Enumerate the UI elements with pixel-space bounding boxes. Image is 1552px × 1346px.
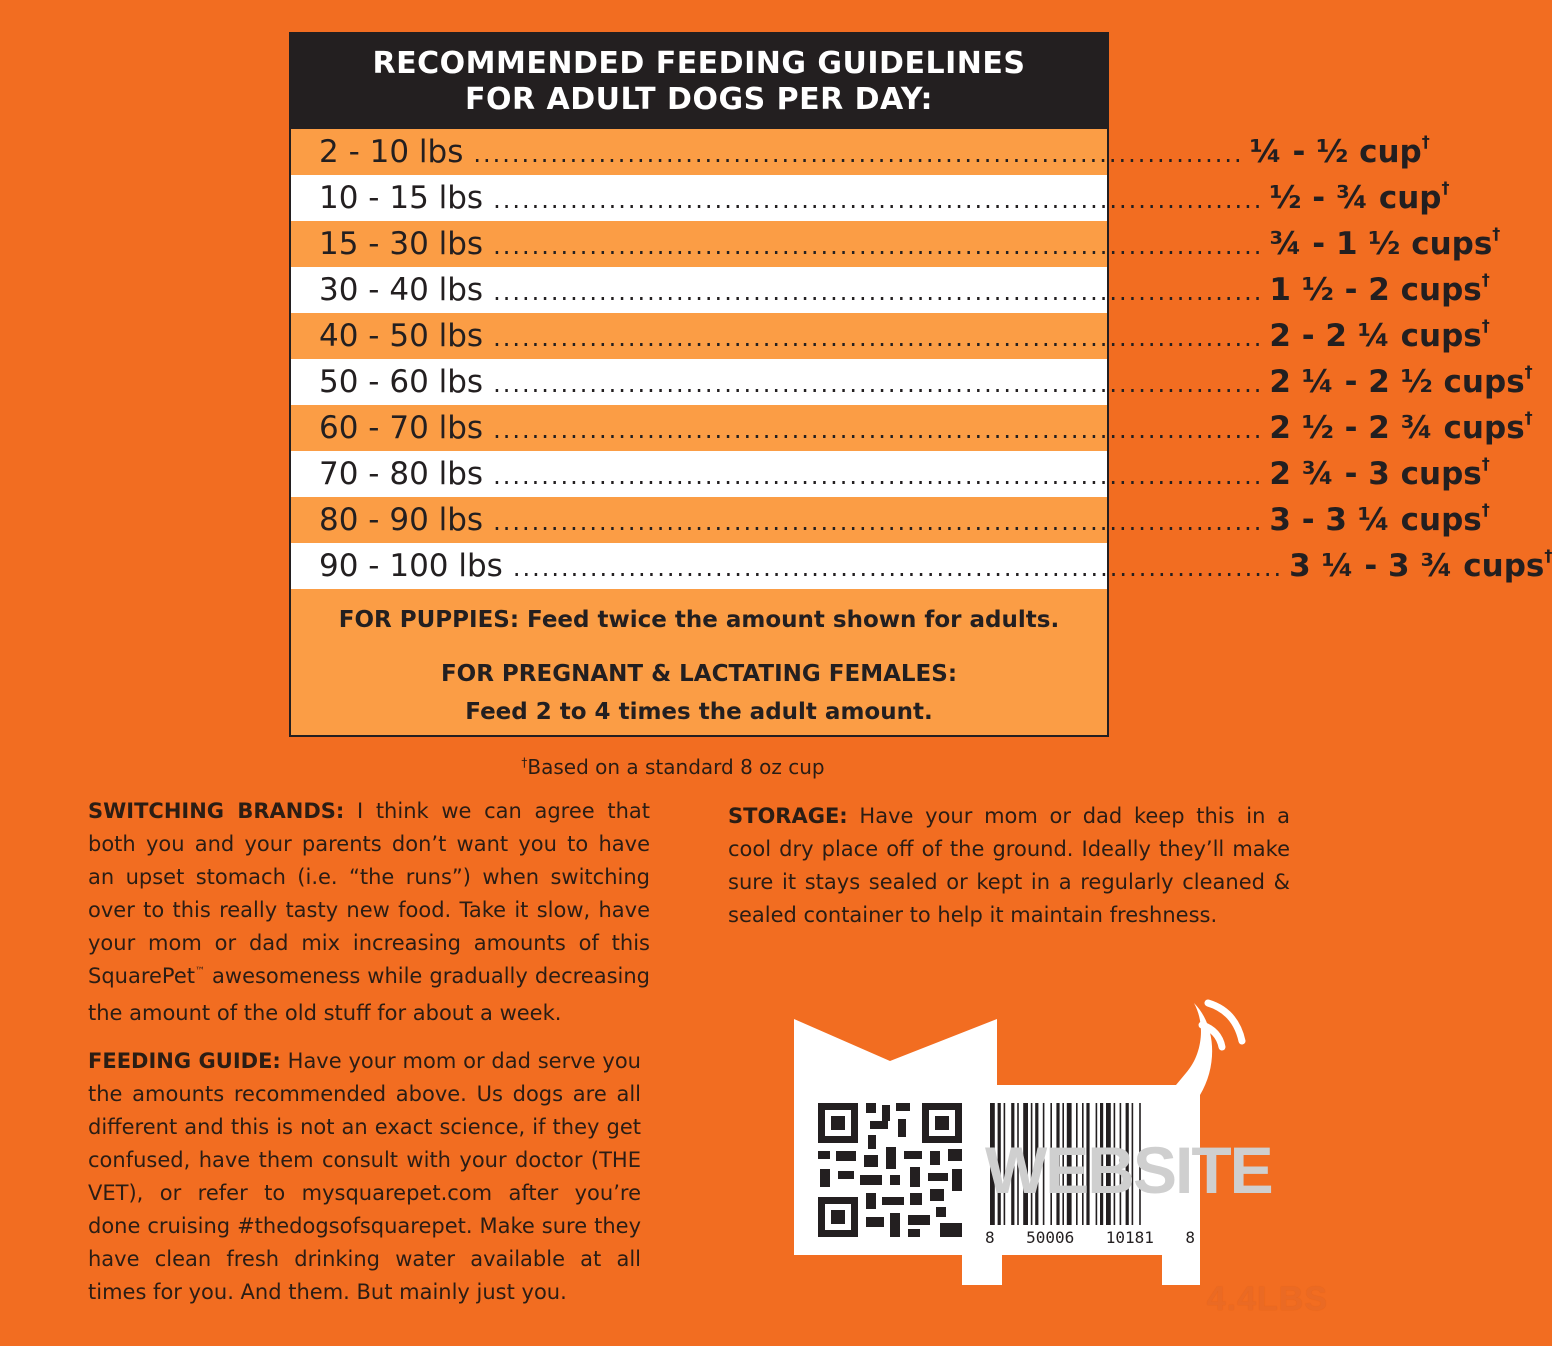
row-weight: 70 - 80 lbs (319, 456, 484, 492)
table-row (291, 405, 1533, 451)
puppies-note: FOR PUPPIES: Feed twice the amount shown for adults. (338, 607, 1060, 633)
pregnant-note-line2: Feed 2 to 4 times the adult amount. (465, 699, 933, 725)
row-amount (1269, 315, 1490, 354)
row-amount-mark: † (1481, 499, 1490, 519)
feeding-text: Have your mom or dad serve you the amounts recommended above. Us dogs are all different and this is not an exact science, if they get confused, have them consult with your doctor (THE VET), or refer to mysquarepet.com after you’re done cruising #thedogsofsquarepet. Make sure they have clean fresh drinking water available at all times for you. And them. But mainly just you. (88, 1049, 641, 1304)
trademark-mark: ™ (195, 966, 205, 977)
row-amount-mark: † (1481, 269, 1490, 289)
table-row (291, 221, 1501, 267)
row-amount (1269, 269, 1490, 308)
row-weight: 15 - 30 lbs (319, 226, 484, 262)
switching-brands-paragraph (88, 795, 650, 1030)
row-amount (1289, 545, 1552, 584)
row-amount-text: 3 - 3 ¼ cups (1269, 502, 1482, 538)
row-amount (1269, 223, 1501, 262)
footnote-text: Based on a standard 8 oz cup (527, 755, 825, 779)
footnote-mark: † (521, 755, 528, 770)
row-weight: 10 - 15 lbs (319, 180, 484, 216)
pregnant-note (291, 655, 1107, 731)
row-amount-mark: † (1481, 315, 1490, 335)
feeding-guide-paragraph (88, 1045, 641, 1309)
row-leader-dots: ................................................................................ (473, 140, 1244, 168)
row-amount-text: 3 ¼ - 3 ¾ cups (1289, 548, 1545, 584)
row-amount-mark: † (1421, 131, 1430, 151)
row-amount (1269, 499, 1490, 538)
row-amount (1269, 361, 1533, 400)
table-row (291, 451, 1490, 497)
barcode-digit-group-1: 8 (985, 1228, 995, 1247)
row-leader-dots: ................................................................................ (493, 462, 1264, 490)
table-row (291, 175, 1450, 221)
row-amount-text: ½ - ¾ cup (1269, 180, 1442, 216)
row-leader-dots: ................................................................................ (493, 416, 1264, 444)
table-rows (291, 129, 1552, 589)
row-weight: 30 - 40 lbs (319, 272, 484, 308)
row-leader-dots: ................................................................................ (493, 324, 1264, 352)
row-amount-mark: † (1524, 407, 1533, 427)
row-amount (1269, 407, 1533, 446)
row-amount-text: 2 - 2 ¼ cups (1269, 318, 1482, 354)
feeding-guidelines-table (289, 32, 1552, 737)
row-weight: 60 - 70 lbs (319, 410, 484, 446)
row-amount-text: 1 ½ - 2 cups (1269, 272, 1482, 308)
row-leader-dots: ................................................................................ (493, 232, 1264, 260)
row-amount-mark: † (1544, 545, 1552, 565)
cup-footnote (0, 755, 1346, 779)
row-leader-dots: ................................................................................ (512, 554, 1284, 582)
row-weight: 50 - 60 lbs (319, 364, 484, 400)
table-row (291, 129, 1430, 175)
row-weight: 90 - 100 lbs (319, 548, 503, 584)
pregnant-note-line1: FOR PREGNANT & LACTATING FEMALES: (440, 661, 958, 687)
table-header (291, 34, 1107, 129)
website-watermark: WEBSITE (985, 1133, 1272, 1207)
storage-heading: STORAGE: (728, 804, 848, 828)
row-amount-text: 2 ½ - 2 ¾ cups (1269, 410, 1525, 446)
table-title-line1: RECOMMENDED FEEDING GUIDELINES (372, 45, 1026, 81)
row-amount-text: ¾ - 1 ½ cups (1269, 226, 1493, 262)
table-title-line2: FOR ADULT DOGS PER DAY: (464, 81, 934, 117)
row-amount (1269, 453, 1490, 492)
row-weight: 2 - 10 lbs (319, 134, 464, 170)
row-amount-mark: † (1492, 223, 1501, 243)
table-row (291, 267, 1490, 313)
table-row (291, 359, 1533, 405)
row-amount (1249, 131, 1430, 170)
barcode-digit-group-4: 8 (1185, 1228, 1195, 1247)
net-weight-label: 4.4LBS (1206, 1280, 1328, 1318)
row-amount-text: 2 ¼ - 2 ½ cups (1269, 364, 1525, 400)
switching-heading: SWITCHING BRANDS: (88, 799, 345, 823)
row-weight: 80 - 90 lbs (319, 502, 484, 538)
table-row (291, 497, 1490, 543)
storage-paragraph (728, 800, 1290, 932)
barcode-digit-group-2: 50006 (1026, 1228, 1075, 1247)
row-leader-dots: ................................................................................ (493, 278, 1264, 306)
feeding-heading: FEEDING GUIDE: (88, 1049, 281, 1073)
table-row (291, 313, 1490, 359)
table-notes (291, 607, 1107, 731)
row-weight: 40 - 50 lbs (319, 318, 484, 354)
row-amount-mark: † (1441, 177, 1450, 197)
row-amount (1269, 177, 1450, 216)
row-amount-mark: † (1481, 453, 1490, 473)
table-row (291, 543, 1552, 589)
row-amount-text: 2 ¾ - 3 cups (1269, 456, 1482, 492)
switching-text-1: I think we can agree that both you and your parents don’t want you to have an upset stomach (i.e. “the runs”) when switching over to this really tasty new food. Take it slow, have your mom or dad mix increasing amounts of this SquarePet (88, 799, 650, 988)
row-amount-mark: † (1524, 361, 1533, 381)
row-leader-dots: ................................................................................ (493, 370, 1264, 398)
switching-text-2: awesomeness while gradually decreasing the amount of the old stuff for about a week. (88, 964, 650, 1025)
row-leader-dots: ................................................................................ (493, 186, 1264, 214)
row-leader-dots: ................................................................................ (493, 508, 1264, 536)
barcode-digit-group-3: 10181 (1105, 1228, 1154, 1247)
barcode-number (985, 1228, 1195, 1247)
storage-text: Have your mom or dad keep this in a cool dry place off of the ground. Ideally they’ll make sure it stays sealed or kept in a regularly cleaned & sealed container to help it maintain freshness. (728, 804, 1290, 927)
row-amount-text: ¼ - ½ cup (1249, 134, 1422, 170)
